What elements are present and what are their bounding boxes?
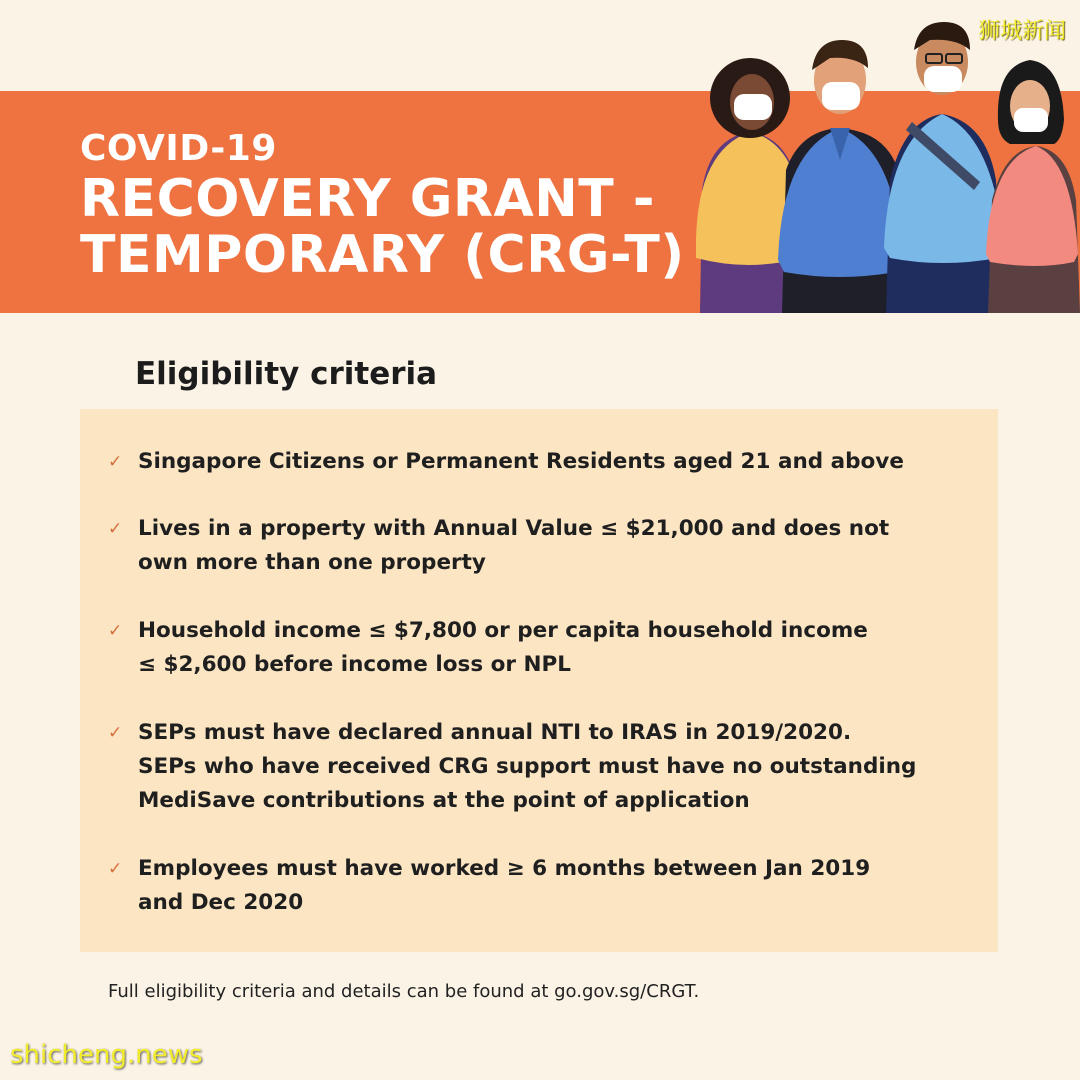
criterion-line: SEPs must have declared annual NTI to IRAS in 2019/2020. [138, 720, 852, 745]
checkmark-icon: ✓ [108, 519, 123, 539]
title-line-1: COVID-19 [80, 128, 277, 169]
watermark-top: 狮城新闻 [977, 19, 1066, 44]
criterion-1 [108, 445, 938, 479]
criterion-3 [108, 614, 938, 682]
title-line-2: RECOVERY GRANT - [80, 169, 655, 229]
section-title: Eligibility criteria [135, 356, 438, 392]
criterion-line: Household income ≤ $7,800 or per capita household income [138, 618, 868, 643]
footnote: Full eligibility criteria and details can be found at go.gov.sg/CRGT. [108, 981, 700, 1002]
criterion-line: Employees must have worked ≥ 6 months between Jan 2019 [138, 856, 871, 881]
checkmark-icon: ✓ [108, 723, 123, 743]
criterion-line: SEPs who have received CRG support must have no outstanding [138, 754, 917, 779]
criteria-panel [80, 409, 998, 952]
criterion-5 [108, 852, 938, 920]
masked-people-illustration [690, 10, 1080, 313]
criterion-line: Singapore Citizens or Permanent Residents aged 21 and above [138, 449, 904, 474]
criterion-line: own more than one property [138, 550, 486, 575]
person-man-glasses [884, 22, 1004, 313]
watermark-bottom: shicheng.news [10, 1040, 203, 1070]
checkmark-icon: ✓ [108, 859, 123, 879]
title-line-3: TEMPORARY (CRG-T) [80, 225, 685, 285]
person-man-blue-polo [778, 40, 902, 313]
person-woman-pink [986, 60, 1080, 313]
criterion-line: and Dec 2020 [138, 890, 304, 915]
page-title [80, 128, 685, 285]
criterion-line: ≤ $2,600 before income loss or NPL [138, 652, 571, 677]
criterion-line: Lives in a property with Annual Value ≤ $21,000 and does not [138, 516, 890, 541]
criterion-4 [108, 716, 938, 818]
criterion-2 [108, 512, 938, 580]
checkmark-icon: ✓ [108, 452, 123, 472]
criterion-line: MediSave contributions at the point of application [138, 788, 750, 813]
checkmark-icon: ✓ [108, 621, 123, 641]
